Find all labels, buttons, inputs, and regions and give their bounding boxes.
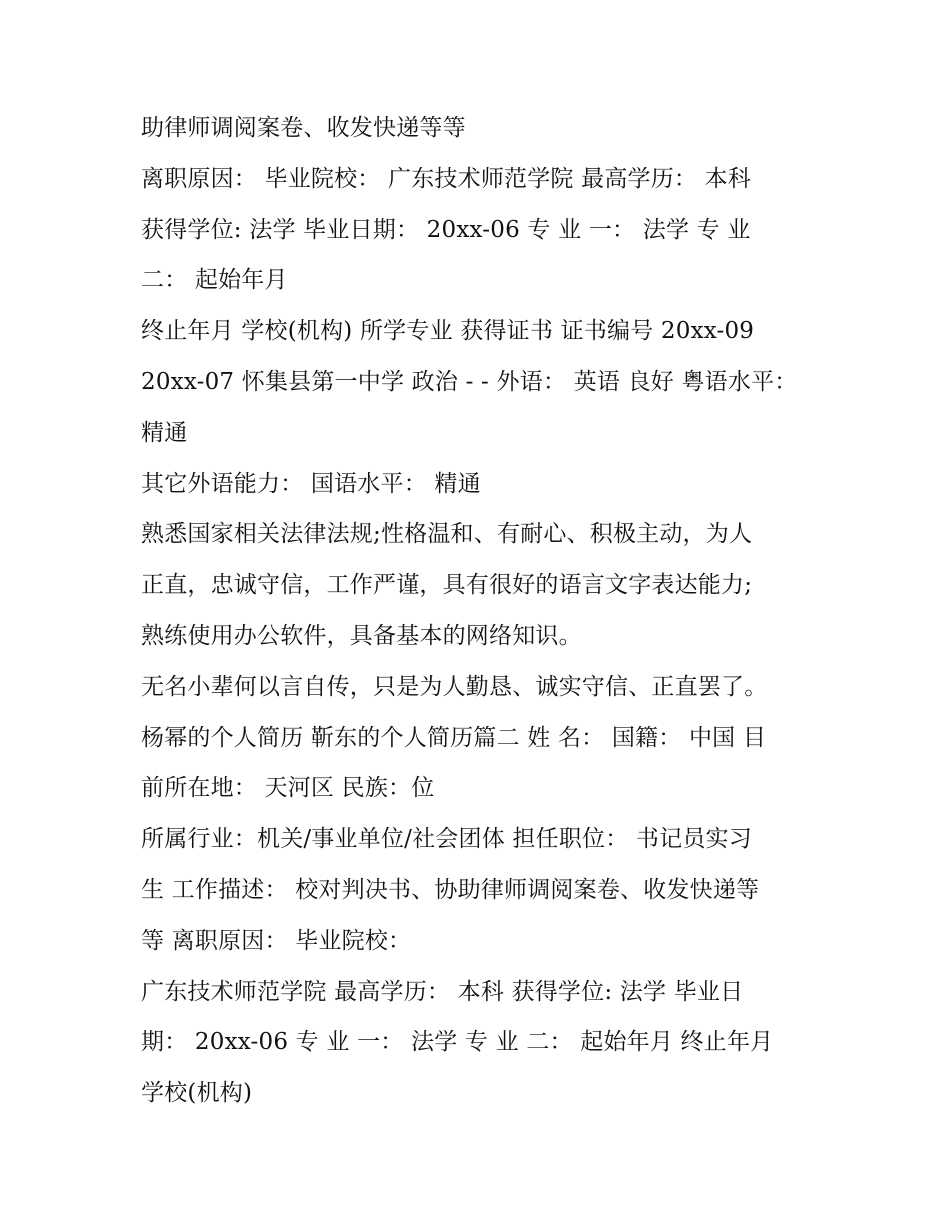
text-line: 终止年月 学校(机构) 所学专业 获得证书 证书编号 20xx-09 xyxy=(141,318,755,345)
text-line: 20xx-07 怀集县第一中学 政治 - - 外语： 英语 良好 粤语水平： xyxy=(141,368,798,395)
text-line: 二： 起始年月 xyxy=(141,267,288,294)
text-line: 熟练使用办公软件，具备基本的网络知识。 xyxy=(141,622,582,649)
text-line: 所属行业：机关/事业单位/社会团体 担任职位： 书记员实习 xyxy=(141,826,752,853)
text-line: 熟悉国家相关法律法规;性格温和、有耐心、积极主动，为人 xyxy=(141,521,753,548)
text-line: 等 离职原因： 毕业院校： xyxy=(141,927,412,954)
text-line: 正直，忠诚守信，工作严谨，具有很好的语言文字表达能力; xyxy=(141,572,753,599)
text-line: 前所在地： 天河区 民族：位 xyxy=(141,775,435,802)
text-line: 期： 20xx-06 专 业 一： 法学 专 业 二： 起始年月 终止年月 xyxy=(141,1029,774,1056)
text-line: 学校(机构) xyxy=(141,1080,253,1107)
text-line: 无名小辈何以言自传，只是为人勤恳、诚实守信、正直罢了。 xyxy=(141,673,768,700)
text-line: 生 工作描述： 校对判决书、协助律师调阅案卷、收发快递等 xyxy=(141,876,760,903)
text-line: 精通 xyxy=(141,419,188,446)
text-line: 杨幂的个人简历 靳东的个人简历篇二 姓 名： 国籍： 中国 目 xyxy=(141,724,767,751)
text-line: 其它外语能力： 国语水平： 精通 xyxy=(141,470,481,497)
text-line: 广东技术师范学院 最高学历： 本科 获得学位: 法学 毕业日 xyxy=(141,978,744,1005)
body-text xyxy=(141,103,821,1119)
text-line: 离职原因： 毕业院校： 广东技术师范学院 最高学历： 本科 xyxy=(141,165,752,192)
text-line: 获得学位: 法学 毕业日期： 20xx-06 专 业 一： 法学 专 业 xyxy=(141,216,751,243)
text-line: 助律师调阅案卷、收发快递等等 xyxy=(141,115,466,141)
